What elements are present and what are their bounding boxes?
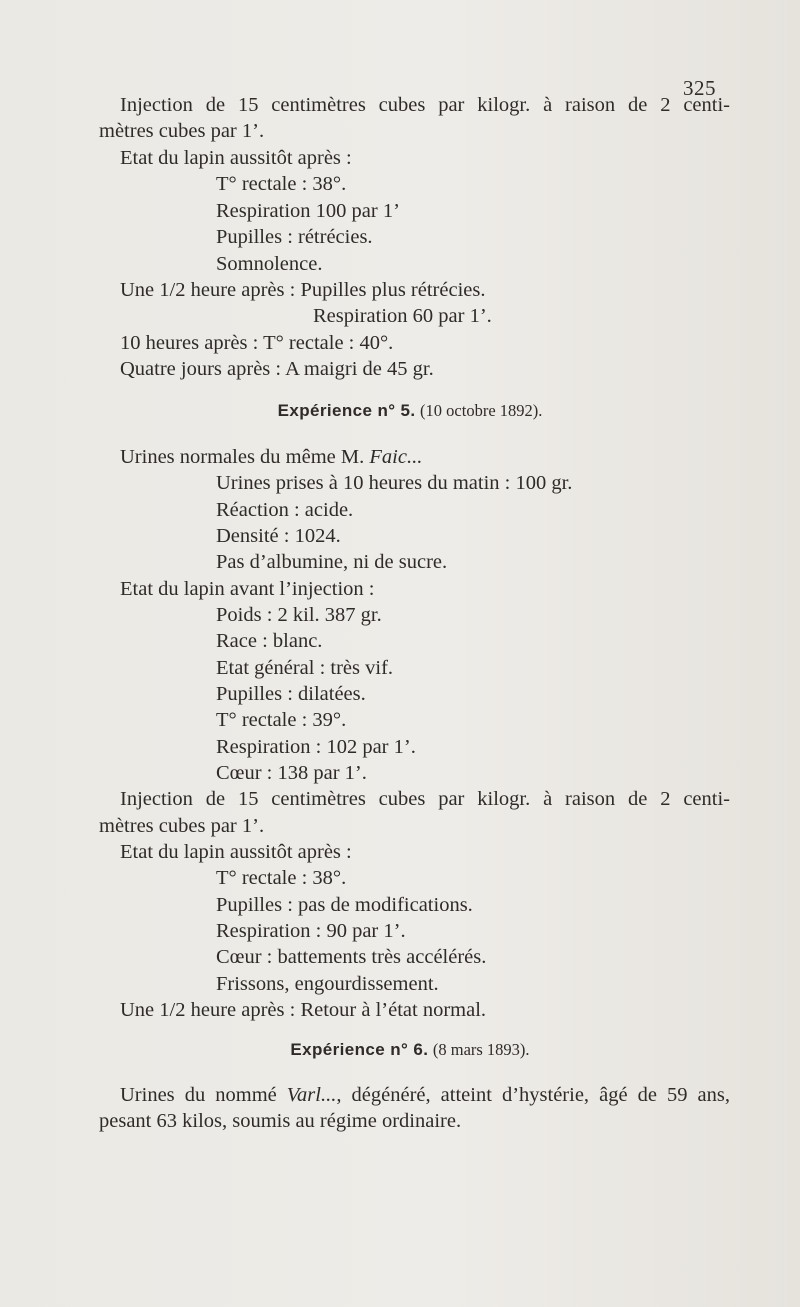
text-line: Respiration : 102 par 1’. xyxy=(216,736,416,758)
text-line: Respiration : 90 par 1’. xyxy=(216,920,406,942)
text-line: T° rectale : 39°. xyxy=(216,709,347,731)
text-fragment: Urines normales du même M. xyxy=(120,446,370,468)
heading-title: Expérience n° 6. xyxy=(290,1040,429,1059)
text-line: Injection de 15 centimètres cubes par kilogr. à raison de 2 centi- xyxy=(120,788,730,810)
text-line: Race : blanc. xyxy=(216,630,323,652)
text-line: Poids : 2 kil. 387 gr. xyxy=(216,604,382,626)
text-line: 10 heures après : T° rectale : 40°. xyxy=(120,332,394,354)
text-line xyxy=(120,1082,730,1108)
text-line xyxy=(120,444,422,470)
text-line: Etat du lapin aussitôt après : xyxy=(120,147,352,169)
heading-title: Expérience n° 5. xyxy=(277,401,416,420)
heading-date: (10 octobre 1892). xyxy=(420,401,543,420)
text-line: Pupilles : pas de modifications. xyxy=(216,894,473,916)
text-line: Urines prises à 10 heures du matin : 100 gr. xyxy=(216,472,573,494)
patient-name: Varl... xyxy=(286,1084,337,1106)
text-line: Etat du lapin avant l’injection : xyxy=(120,578,375,600)
text-line: Pupilles : dilatées. xyxy=(216,683,366,705)
text-line: Une 1/2 heure après : Pupilles plus rétrécies. xyxy=(120,279,486,301)
text-line: Quatre jours après : A maigri de 45 gr. xyxy=(120,358,434,380)
text-line: Etat du lapin aussitôt après : xyxy=(120,841,352,863)
text-line: Frissons, engourdissement. xyxy=(216,973,439,995)
text-line: Cœur : battements très accélérés. xyxy=(216,946,487,968)
section-heading xyxy=(0,397,800,424)
text-line: Injection de 15 centimètres cubes par kilogr. à raison de 2 centi- xyxy=(120,94,730,116)
text-line: Respiration 60 par 1’. xyxy=(313,305,492,327)
text-line: mètres cubes par 1’. xyxy=(99,120,265,142)
section-heading xyxy=(0,1036,800,1063)
text-line: Pas d’albumine, ni de sucre. xyxy=(216,551,448,573)
text-line: T° rectale : 38°. xyxy=(216,173,347,195)
text-fragment: , dégénéré, atteint d’hystérie, âgé de 59 ans, xyxy=(336,1084,730,1106)
text-line: Etat général : très vif. xyxy=(216,657,394,679)
text-line: Somnolence. xyxy=(216,253,323,275)
text-line: pesant 63 kilos, soumis au régime ordinaire. xyxy=(99,1110,462,1132)
text-line: T° rectale : 38°. xyxy=(216,867,347,889)
page-number: 325 xyxy=(683,76,716,100)
text-line: Cœur : 138 par 1’. xyxy=(216,762,367,784)
text-line: mètres cubes par 1’. xyxy=(99,815,265,837)
heading-date: (8 mars 1893). xyxy=(432,1040,530,1059)
text-fragment: Urines du nommé xyxy=(120,1084,287,1106)
patient-name: Faic... xyxy=(369,446,423,468)
text-line: Une 1/2 heure après : Retour à l’état normal. xyxy=(120,999,487,1021)
text-line: Pupilles : rétrécies. xyxy=(216,226,373,248)
text-line: Densité : 1024. xyxy=(216,525,341,547)
text-line: Réaction : acide. xyxy=(216,499,354,521)
text-line: Respiration 100 par 1’ xyxy=(216,200,400,222)
